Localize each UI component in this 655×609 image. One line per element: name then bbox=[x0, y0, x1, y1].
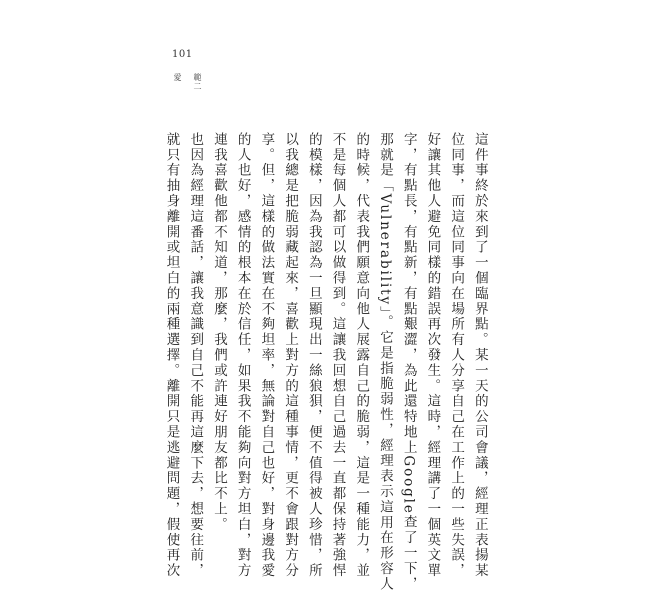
text-column-11: 的人也好，感情的根本在於信任，如果我不能夠向對方坦白，對方 bbox=[234, 132, 251, 579]
text-column-4: 字，有點長，有點新，有點艱澀，為此還特地上Google查了一下， bbox=[400, 132, 417, 592]
running-head-part-1: 愛 bbox=[173, 73, 182, 82]
text-column-12: 連我喜歡他都不知道，那麼，我們或許連好朋友都比不上。 bbox=[210, 132, 227, 533]
text-column-14: 就只有抽身離開或坦白的兩種選擇。離開只是逃避問題，假使再次 bbox=[163, 132, 180, 579]
text-column-7: 不是每個人都可以做得到。這讓我回想自己過去一直都保持著強悍 bbox=[329, 132, 346, 579]
text-column-13: 也因為經理這番話，讓我意識到自己不能再這麼下去，想要往前， bbox=[187, 132, 204, 579]
text-column-8: 的模樣，因為我認為一旦顯現出一絲狼狽，便不值得被人珍惜，所 bbox=[305, 132, 322, 579]
text-column-3: 好讓其他人避免同樣的錯誤再次發生。這時，經理講了一個英文單 bbox=[424, 132, 441, 579]
page-number: 101 bbox=[172, 49, 193, 60]
text-column-10: 享。但，這樣的做法實在不夠坦率，無論對自己也好，對身邊我愛 bbox=[258, 132, 275, 579]
running-head-part-2: 範二 bbox=[193, 73, 202, 91]
text-column-6: 的時候，代表我們願意向他人展露自己的脆弱，這是一種能力，並 bbox=[353, 132, 370, 579]
vertical-body-text bbox=[163, 132, 488, 592]
text-column-9: 以我總是把脆弱藏起來，喜歡上對方的這種事情，更不會跟對方分 bbox=[282, 132, 299, 579]
running-head bbox=[173, 73, 201, 91]
text-column-5: 那就是「Vulnerability」。它是指脆弱性，經理表示這用在形容人 bbox=[376, 132, 393, 592]
text-column-2: 位同事，而這位同事向在場所有人分享自己在工作上的一些失誤， bbox=[448, 132, 465, 579]
text-column-1: 這件事終於來到了一個臨界點。某一天的公司會議，經理正表揚某 bbox=[471, 132, 488, 579]
